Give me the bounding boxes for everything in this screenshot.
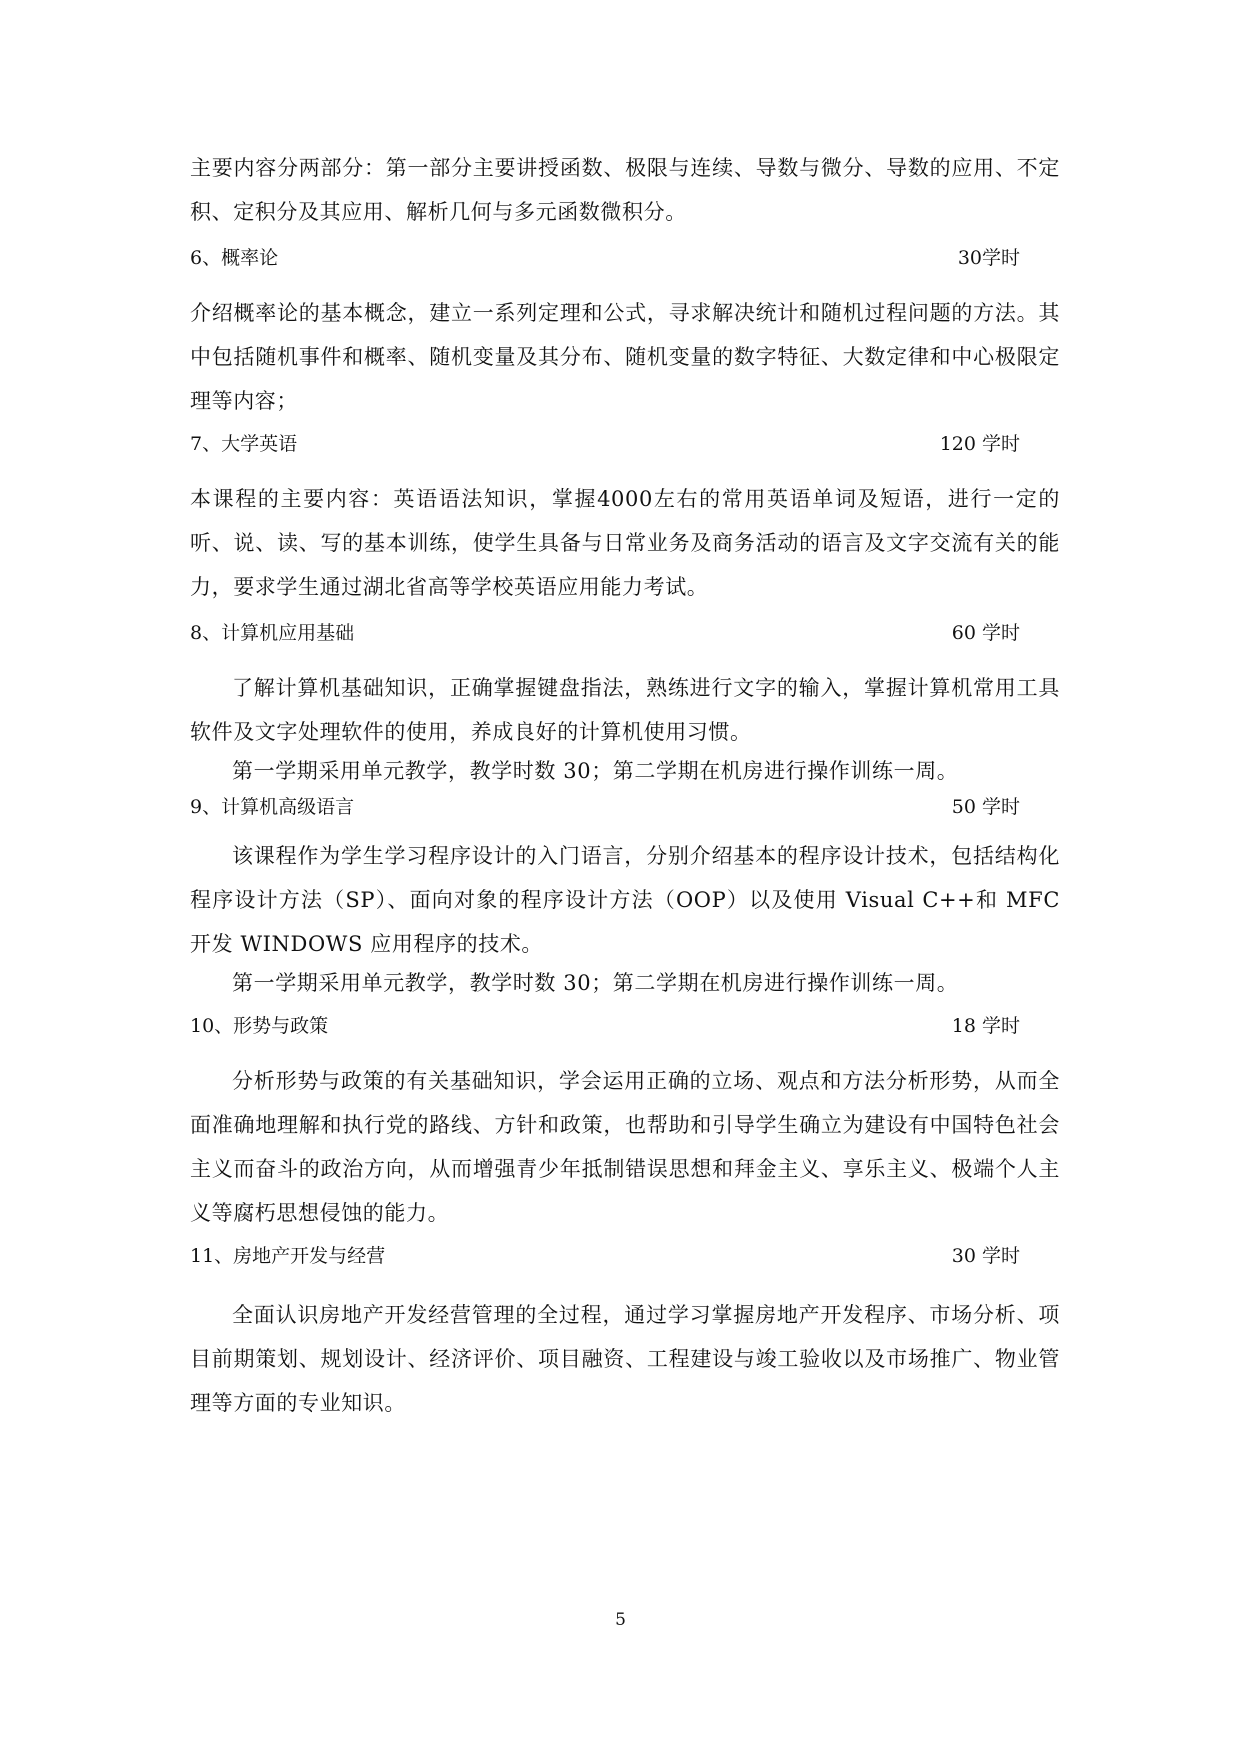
course-description: 全面认识房地产开发经营管理的全过程，通过学习掌握房地产开发程序、市场分析、项目前期策划、规划设计、经济评价、项目融资、工程建设与竣工验收以及市场推广、物业管理等方面的专业知识。: [190, 1303, 1060, 1415]
course-title: 7、大学英语: [190, 433, 298, 455]
course-description: 介绍概率论的基本概念，建立一系列定理和公式，寻求解决统计和随机过程问题的方法。其中包括随机事件和概率、随机变量及其分布、随机变量的数字特征、大数定律和中心极限定理等内容；: [190, 301, 1060, 413]
intro-paragraph: 主要内容分两部分：第一部分主要讲授函数、极限与连续、导数与微分、导数的应用、不定积、定积分及其应用、解析几何与多元函数微积分。: [190, 156, 1060, 224]
course-description: 分析形势与政策的有关基础知识，学会运用正确的立场、观点和方法分析形势，从而全面准确地理解和执行党的路线、方针和政策，也帮助和引导学生确立为建设有中国特色社会主义而奋斗的政治方向，从而增强青少年抵制错误思想和拜金主义、享乐主义、极端个人主义等腐朽思想侵蚀的能力。: [190, 1069, 1060, 1225]
course-description: 了解计算机基础知识，正确掌握键盘指法，熟练进行文字的输入，掌握计算机常用工具软件及文字处理软件的使用，养成良好的计算机使用习惯。: [190, 676, 1060, 744]
course-hours: 120 学时: [939, 433, 1020, 455]
course-title: 6、概率论: [190, 247, 279, 269]
course-title: 9、计算机高级语言: [190, 796, 355, 818]
page-number: 5: [615, 1610, 626, 1630]
course-title: 11、房地产开发与经营: [190, 1245, 386, 1267]
course-title: 8、计算机应用基础: [190, 622, 355, 644]
course-hours: 18 学时: [951, 1015, 1020, 1037]
course-description: 本课程的主要内容：英语语法知识，掌握4000左右的常用英语单词及短语，进行一定的听、说、读、写的基本训练，使学生具备与日常业务及商务活动的语言及文字交流有关的能力，要求学生通过湖北省高等学校英语应用能力考试。: [190, 487, 1060, 599]
course-hours: 30学时: [957, 247, 1020, 269]
course-description: 该课程作为学生学习程序设计的入门语言，分别介绍基本的程序设计技术，包括结构化程序设计方法（SP）、面向对象的程序设计方法（OOP）以及使用 Visual C++和 MFC 开发 WINDOWS 应用程序的技术。: [190, 844, 1060, 956]
course-hours: 60 学时: [951, 622, 1020, 644]
course-title: 10、形势与政策: [190, 1015, 329, 1037]
course-hours: 30 学时: [951, 1245, 1020, 1267]
course-schedule-note: 第一学期采用单元教学，教学时数 30；第二学期在机房进行操作训练一周。: [232, 971, 959, 995]
course-hours: 50 学时: [951, 796, 1020, 818]
course-schedule-note: 第一学期采用单元教学，教学时数 30；第二学期在机房进行操作训练一周。: [232, 759, 959, 783]
